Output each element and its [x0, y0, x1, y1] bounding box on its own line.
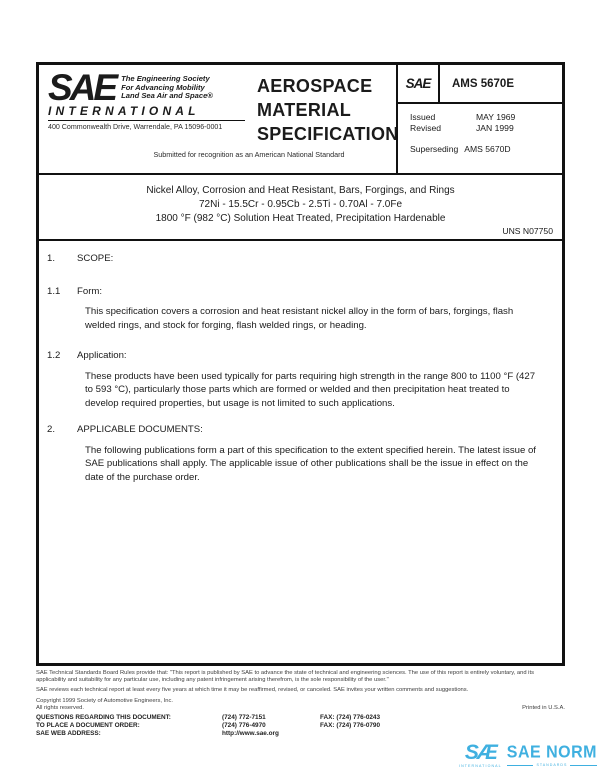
paragraph-applicable-documents: The following publications form a part of this specification to the extent specified herein. The latest issue of SAE publications shall apply. The applicable issue of other publications shall be the issue in effect on the date of the purchase order. [85, 444, 536, 483]
paragraph-application: These products have been used typically for parts requiring high strength in the range 800 to 1100 °F (427 to 593 °C), particularly those parts which are formed or welded and then precipitation heat treated to develop required properties, but usage is not limited to such applications. [85, 370, 536, 409]
spec-frame [36, 62, 565, 666]
header-section [39, 65, 562, 175]
clause-1-1-form [47, 285, 548, 299]
doc-type-line-2: MATERIAL [257, 100, 352, 120]
doc-number: AMS 5670E [452, 77, 515, 90]
revised-date: JAN 1999 [476, 122, 514, 133]
title-line-3: 1800 °F (982 °C) Solution Heat Treated, Precipitation Hardenable [155, 213, 446, 224]
review-note: SAE reviews each technical report at least every five years at which time it may be reaffirmed, revised, or canceled. SAE invites your written comments and suggestions. [36, 687, 469, 693]
title-section [39, 175, 562, 241]
issued-date: MAY 1969 [476, 112, 516, 122]
contact-fax: FAX: (724) 776-0790 [320, 722, 381, 729]
clause-title: Application: [77, 350, 127, 361]
contact-phone: (724) 772-7151 [222, 714, 266, 721]
board-rules-note: SAE Technical Standards Board Rules provide that: "This report is published by SAE to advance the state of technical and engineering sciences. The use of this report is entirely voluntary, and its applicability and suitability for any particular use, including any patent infringement arising therefrom, is the sole responsibility of the user." [36, 670, 534, 683]
clause-1-scope [47, 252, 548, 266]
logo-tagline [121, 72, 213, 101]
sae-norm-logo [459, 743, 597, 768]
web-address: http://www.sae.org [222, 730, 279, 737]
rights-reserved: All rights reserved. [36, 705, 85, 711]
contact-fax: FAX: (724) 776-0243 [320, 714, 381, 721]
contact-label: QUESTIONS REGARDING THIS DOCUMENT: [36, 714, 171, 721]
doc-number-panel [396, 65, 562, 173]
submitted-note: Submitted for recognition as an American National Standard [153, 150, 345, 159]
sae-norm-international: INTERNATIONAL [458, 764, 502, 768]
printed-in-usa: Printed in U.S.A. [522, 705, 565, 711]
sae-norm-subtitle-row [507, 763, 597, 767]
contact-block [36, 714, 565, 738]
contact-label: TO PLACE A DOCUMENT ORDER: [36, 722, 140, 729]
clause-number: 1.1 [47, 285, 61, 297]
doc-type-line-3: SPECIFICATION [257, 124, 399, 144]
address-line: 400 Commonwealth Drive, Warrendale, PA 15096-0001 [48, 123, 223, 131]
superseding-label: Superseding [410, 144, 459, 154]
sae-small-logo-icon: SAE [398, 65, 440, 102]
superseding-value: AMS 5670D [464, 144, 511, 154]
clause-1-2-application [47, 349, 548, 363]
clause-number: 1. [47, 253, 56, 264]
clause-number: 1.2 [47, 350, 61, 361]
contact-row-orders [36, 722, 565, 730]
title-line-2: 72Ni - 15.5Cr - 0.95Cb - 2.5Ti - 0.70Al - 7.0Fe [198, 199, 403, 210]
doc-type-heading [257, 74, 399, 146]
clause-title: Form: [77, 285, 103, 297]
contact-label: SAE WEB ADDRESS: [36, 730, 101, 737]
sae-logo-icon: SAE [48, 67, 116, 108]
clause-number: 2. [47, 424, 56, 435]
issued-label: Issued [410, 112, 436, 122]
sae-norm-sae-icon: SÆ [464, 741, 496, 764]
clause-title: SCOPE: [77, 253, 114, 264]
contact-phone: (724) 776-4970 [222, 722, 266, 729]
contact-row-web [36, 730, 565, 738]
tagline-line-3: Land Sea Air and Space® [121, 91, 213, 101]
doc-type-line-1: AEROSPACE [257, 76, 373, 96]
international-label: INTERNATIONAL [48, 104, 245, 121]
clause-2-applicable-documents [47, 423, 548, 437]
tagline-line-1: The Engineering Society [121, 74, 210, 83]
sae-logo-block [48, 67, 258, 131]
paragraph-form: This specification covers a corrosion and heat resistant nickel alloy in the form of bars, forgings, flash welded rings, and stock for forging, flash welded rings, or heading. [85, 306, 514, 331]
copyright-line: Copyright 1999 Society of Automotive Engineers, Inc. [36, 698, 173, 704]
rights-row [36, 705, 565, 712]
tagline-line-2: For Advancing Mobility [121, 82, 205, 92]
norm-rule-left [507, 765, 534, 766]
body-section [39, 241, 562, 484]
revised-label: Revised [410, 122, 442, 133]
title-line-1: Nickel Alloy, Corrosion and Heat Resistant, Bars, Forgings, and Rings [146, 185, 455, 196]
clause-title: APPLICABLE DOCUMENTS: [77, 424, 203, 435]
norm-rule-right [570, 765, 597, 766]
contact-row-questions [36, 714, 565, 722]
sae-norm-name: SAE NORM [506, 743, 597, 763]
sae-norm-subtitle: STANDARDS [536, 763, 568, 767]
contact-fax [320, 730, 565, 738]
uns-number: UNS N07750 [502, 226, 553, 236]
